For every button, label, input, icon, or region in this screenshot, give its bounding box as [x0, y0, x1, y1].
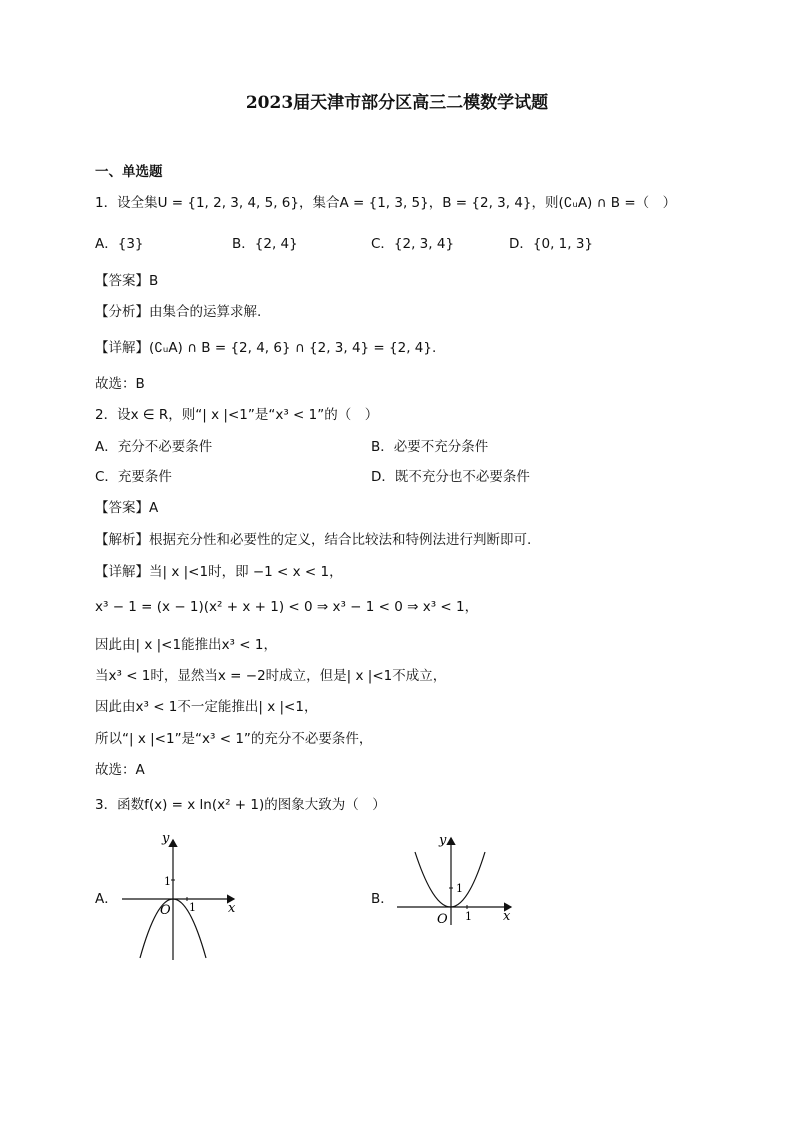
- origin-label: O: [437, 912, 448, 927]
- y-axis-label: y: [162, 831, 170, 846]
- q1-answer: [95, 271, 158, 291]
- q2-analysis: [95, 530, 531, 550]
- x-one-label: 1: [189, 901, 196, 914]
- x-axis-label: x: [503, 909, 511, 924]
- graph-a-label: A．: [95, 891, 118, 907]
- analysis-text: 根据充分性和必要性的定义，结合比较法和特例法进行判断即可.: [149, 532, 532, 548]
- answer-tag: 【答案】: [95, 500, 149, 516]
- q2-detail: [95, 562, 343, 582]
- q1-stem: 1．设全集U = {1, 2, 3, 4, 5, 6}，集合A = {1, 3, 5}，B = {2, 3, 4}，则(∁ᵤA) ∩ B =（ ）: [95, 195, 677, 211]
- analysis-tag: 【解析】: [95, 532, 149, 548]
- q3-stem: 3．函数f(x) = x ln(x² + 1)的图象大致为（ ）: [95, 797, 386, 813]
- answer-tag: 【答案】: [95, 273, 149, 289]
- detail-line: 当x³ < 1时，显然当x = −2时成立，但是| x |<1不成立，: [95, 668, 447, 684]
- q2-stem: 2．设x ∈ R，则“| x |<1”是“x³ < 1”的（ ）: [95, 407, 379, 423]
- q1-detail: [95, 338, 436, 358]
- q1-choice: 故选：B: [95, 376, 145, 392]
- analysis-text: 由集合的运算求解.: [149, 304, 262, 320]
- detail-line: 当| x |<1时，即 −1 < x < 1，: [149, 564, 343, 580]
- graph-a: [118, 830, 248, 965]
- y-axis-label: y: [439, 833, 447, 848]
- x-axis-label: x: [228, 901, 236, 916]
- analysis-tag: 【分析】: [95, 304, 149, 320]
- page-title: 2023届天津市部分区高三二模数学试题: [245, 93, 549, 113]
- origin-label: O: [160, 903, 171, 918]
- q1-analysis: [95, 302, 261, 322]
- curve-b: [415, 852, 485, 907]
- detail-line: 因此由x³ < 1不一定能推出| x |<1，: [95, 699, 318, 715]
- q1-option-d: D．{0, 1, 3}: [509, 236, 594, 252]
- detail-tag: 【详解】: [95, 340, 149, 356]
- q1-option-b: B．{2, 4}: [232, 236, 298, 252]
- q2-answer: [95, 498, 158, 518]
- answer-value: B: [149, 273, 159, 289]
- section-heading: 一、单选题: [95, 164, 163, 180]
- y-one-label: 1: [164, 875, 171, 888]
- q2-choice: 故选：A: [95, 762, 145, 778]
- q2-option-c: C．充要条件: [95, 469, 172, 485]
- answer-value: A: [149, 500, 159, 516]
- graph-b-label: B．: [371, 891, 394, 907]
- detail-line: 所以“| x |<1”是“x³ < 1”的充分不必要条件，: [95, 731, 373, 747]
- detail-tag: 【详解】: [95, 564, 149, 580]
- detail-text: (∁ᵤA) ∩ B = {2, 4, 6} ∩ {2, 3, 4} = {2, 4}.: [149, 340, 437, 356]
- q2-option-b: B．必要不充分条件: [371, 439, 489, 455]
- x-one-label: 1: [465, 910, 472, 923]
- q2-option-a: A．充分不必要条件: [95, 439, 213, 455]
- detail-line: 因此由| x |<1能推出x³ < 1，: [95, 637, 277, 653]
- q2-option-d: D．既不充分也不必要条件: [371, 469, 530, 485]
- graph-b: [393, 830, 523, 930]
- q1-option-a: A．{3}: [95, 236, 144, 252]
- detail-line: x³ − 1 = (x − 1)(x² + x + 1) < 0 ⇒ x³ − 1 < 0 ⇒ x³ < 1，: [95, 599, 479, 615]
- y-one-label: 1: [456, 882, 463, 895]
- q1-option-c: C．{2, 3, 4}: [371, 236, 455, 252]
